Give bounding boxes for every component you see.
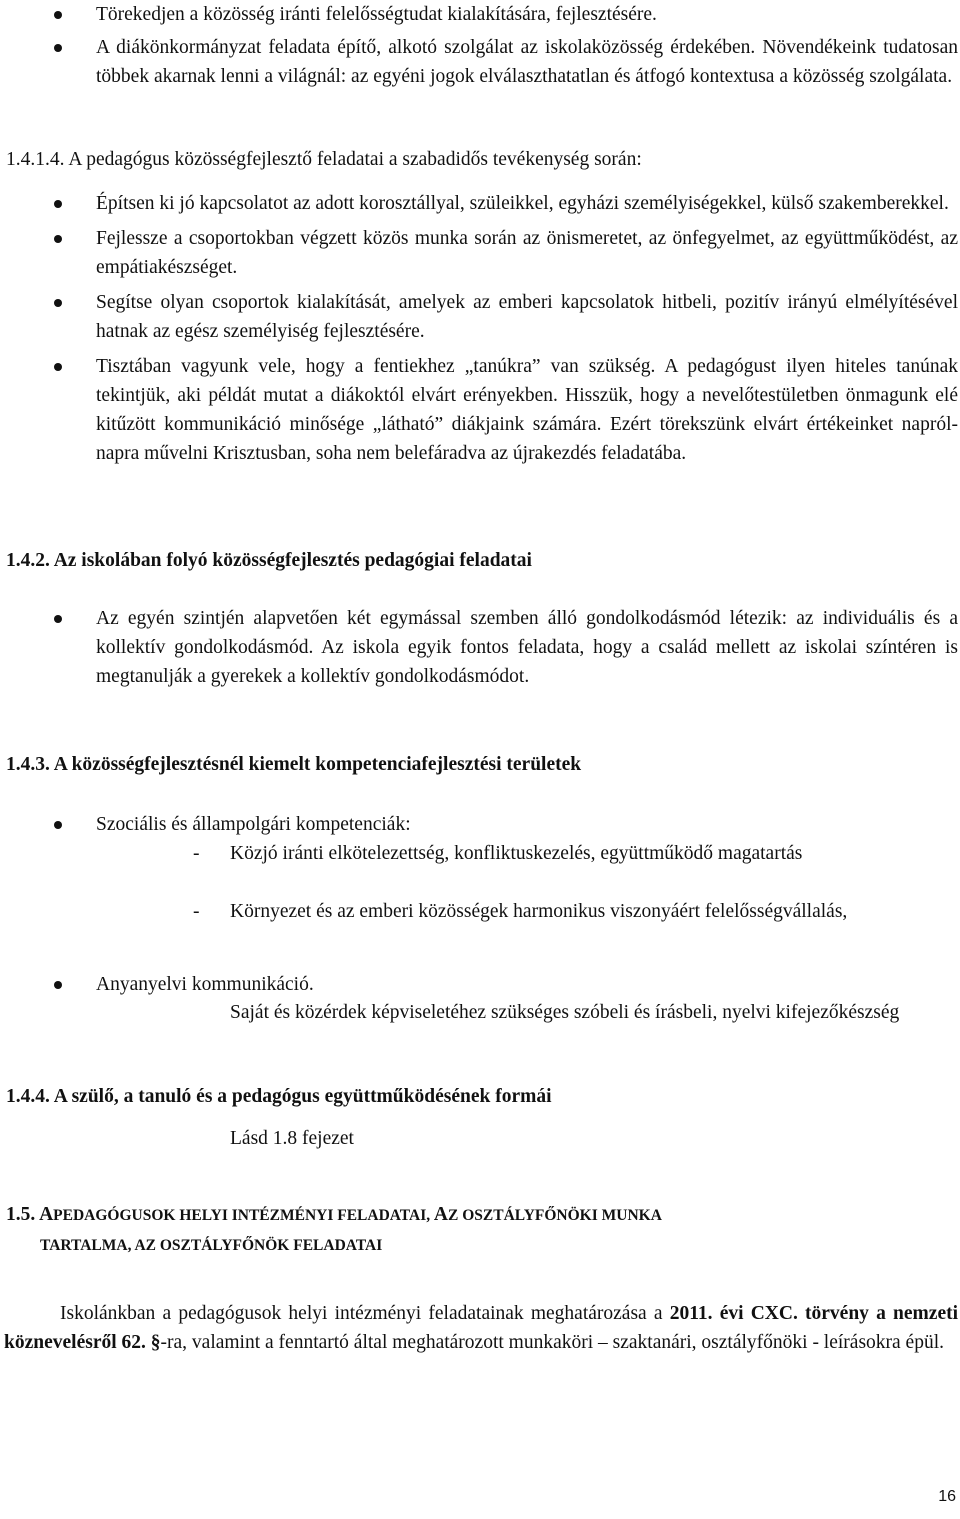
sub-item-kozjo (193, 839, 958, 868)
heading-smallcaps: TARTALMA, AZ OSZTÁLYFŐNÖK FELADATAI (40, 1237, 383, 1254)
section-title: A szülő, a tanuló és a pedagógus együttműködésének formái (53, 1086, 552, 1107)
section-number: 1.4.2. (6, 550, 50, 571)
list-item: A diákönkormányzat feladata építő, alkotó szolgálat az iskolaközösség érdekében. Növendékeink tudatosan többek akarnak lenni a világnál: az egyéni jogok elválaszthatatlan és átfogó kontextusa a közösség szolgálata. (96, 33, 958, 91)
section-heading-1-4-3 (6, 750, 581, 779)
cross-reference: Lásd 1.8 fejezet (230, 1128, 354, 1149)
section-title: Az iskolában folyó közösségfejlesztés pedagógiai feladatai (53, 550, 532, 571)
section-number: 1.4.4. (6, 1086, 50, 1107)
section-heading-line-1 (6, 1200, 956, 1230)
section-number: 1.5. (6, 1204, 36, 1225)
list-item: Szociális és állampolgári kompetenciák: (96, 810, 958, 839)
law-reference: 2011. évi CXC. törvény a nemzeti köznevelésről 62. § (4, 1303, 959, 1353)
paragraph-text: -ra, valamint a fenntartó által meghatározott munkaköri – szaktanári, osztályfőnöki - leírásokra épül. (160, 1332, 945, 1353)
list-item: Anyanyelvi kommunikáció. (96, 970, 958, 999)
bullet-list-2 (96, 189, 958, 474)
paragraph-text: Iskolánkban a pedagógusok helyi intézményi feladatainak meghatározása a (60, 1303, 670, 1324)
sub-item-text: Közjó iránti elkötelezettség, konfliktuskezelés, együttműködő magatartás (230, 843, 803, 864)
sub-item-kornyezet (193, 897, 958, 926)
section-heading-1-4-1-4 (6, 145, 642, 174)
list-item: Fejlessze a csoportokban végzett közös munka során az önismeretet, az önfegyelmet, az együttműködést, az empátiakészséget. (96, 224, 958, 282)
list-item: Segítse olyan csoportok kialakítását, amelyek az emberi kapcsolatok hitbeli, pozitív irányú elmélyítésével hatnak az egész személyiség fejlesztésére. (96, 288, 958, 346)
section-heading-1-4-4 (6, 1082, 552, 1111)
heading-smallcaps: PEDAGÓGUSOK HELYI INTÉZMÉNYI FELADATAI, (53, 1207, 431, 1224)
list-item: Építsen ki jó kapcsolatot az adott korosztállyal, szüleikkel, egyházi személyiségekkel, külső szakemberekkel. (96, 189, 958, 218)
bullet-list-1 (96, 0, 958, 97)
section-title: A közösségfejlesztésnél kiemelt kompetenciafejlesztési területek (53, 754, 582, 775)
dash-marker: - (193, 843, 200, 864)
list-item: Törekedjen a közösség iránti felelősségtudat kialakítására, fejlesztésére. (96, 0, 958, 29)
heading-smallcaps: Z OSZTÁLYFŐNÖKI MUNKA (448, 1207, 662, 1224)
section-title: A pedagógus közösségfejlesztő feladatai a szabadidős tevékenység során: (68, 149, 642, 170)
list-item: Az egyén szintjén alapvetően két egymással szemben álló gondolkodásmód létezik: az individuális és a kollektív gondolkodásmód. Az iskola egyik fontos feladata, hogy a család mellett az iskolai színtéren is megtanulják a gyerekek a kollektív gondolkodásmódot. (96, 604, 958, 691)
list-item: Tisztában vagyunk vele, hogy a fentiekhez „tanúkra” van szükség. A pedagógust ilyen hiteles tanúnak tekintjük, aki példát mutat a diákoktól elvárt erényekben. Hisszük, hogy a nevelőtestületben önmagunk elé kitűzött kommunikáció minősége „látható” diákjaink számára. Ezért törekszünk elvárt értékeinket napról-napra művelni Krisztusban, soha nem belefáradva az újrakezdés feladatába. (96, 352, 958, 468)
dash-marker: - (193, 901, 200, 922)
sub-item-text: Környezet és az emberi közösségek harmonikus viszonyáért felelősségvállalás, (230, 901, 848, 922)
page-number: 16 (938, 1488, 956, 1505)
bullet-list-3 (96, 604, 958, 697)
heading-initial: A (39, 1204, 54, 1225)
section-number: 1.4.1.4. (6, 149, 65, 170)
heading-initial: A (433, 1204, 449, 1225)
section-heading-line-2 (40, 1230, 956, 1260)
section-heading-1-4-2 (6, 546, 532, 575)
final-paragraph (4, 1299, 958, 1357)
section-number: 1.4.3. (6, 754, 50, 775)
section-heading-1-5 (6, 1200, 956, 1260)
native-description: Saját és közérdek képviseletéhez szükséges szóbeli és írásbeli, nyelvi kifejezőkészség (230, 1002, 900, 1023)
